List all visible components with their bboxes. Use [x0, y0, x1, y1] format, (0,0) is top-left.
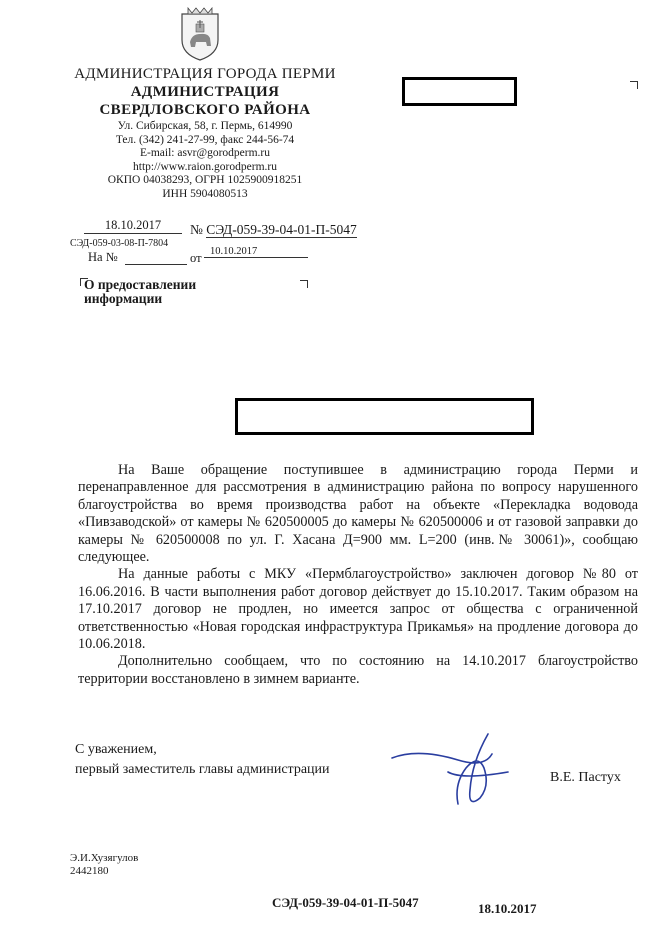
redacted-recipient-top	[402, 77, 517, 106]
signature-block	[75, 740, 330, 780]
handwritten-signature	[388, 728, 518, 825]
redacted-recipient-name	[235, 398, 534, 435]
subject-line-1: О предоставлении	[84, 277, 197, 292]
outgoing-number: СЭД-059-39-04-01-П-5047	[206, 222, 357, 237]
footer-date: 18.10.2017	[478, 901, 537, 916]
letter-body	[78, 462, 638, 688]
paragraph-2: На данные работы с МКУ «Пермблагоустройство» заключен договор №80 от 16.06.2016. В части выполнения работ договор действует до 15.10.2017. Таким образом на 17.10.2017 договор не продлен, но имеется запрос от общества с ограниченной ответственностью «Новая городская инфраструктура Прикамья» на продление договора до 10.06.2018.	[78, 566, 638, 653]
inn-line: ИНН 5904080513	[162, 187, 248, 200]
executor-phone: 2442180	[70, 865, 109, 877]
footer-registration-number: СЭД-059-39-04-01-П-5047	[272, 895, 419, 910]
on-number-underline	[125, 263, 187, 265]
from-label: от	[190, 251, 202, 265]
address-corner-mark	[630, 81, 638, 89]
letter-subject	[84, 278, 196, 306]
phone-line: Тел. (342) 241-27-99, факс 244-56-74	[115, 133, 295, 146]
org-name-admin: АДМИНИСТРАЦИЯ	[130, 84, 280, 100]
outgoing-number-row	[190, 222, 357, 238]
subject-corner-right	[300, 280, 308, 288]
subject-line-2: информации	[84, 291, 163, 306]
executor-name: Э.И.Хузягулов	[70, 852, 139, 864]
incoming-date: 10.10.2017	[204, 246, 308, 258]
contact-block	[50, 120, 360, 201]
organization-header	[50, 66, 360, 119]
on-number-label: На №	[88, 250, 118, 264]
outgoing-date: 18.10.2017	[84, 218, 182, 234]
executor-block	[70, 852, 138, 878]
paragraph-1: На Ваше обращение поступившее в администрацию города Перми и перенаправленное для рассмотрения в администрацию района по вопросу нарушенного благоустройства во время производства работ на объекте «Перекладка водовода «Пивзаводской» от камеры № 620500005 до камеры № 620500006 и от газовой заправки до камеры № 620500008 по ул. Г. Хасана Д=900 мм. L=200 (инв.№ 30061)», сообщаю следующее.	[78, 462, 638, 566]
org-name-district: СВЕРДЛОВСКОГО РАЙОНА	[99, 102, 311, 118]
signer-name: В.Е. Пастух	[550, 770, 621, 785]
org-name-city: АДМИНИСТРАЦИЯ ГОРОДА ПЕРМИ	[74, 66, 336, 82]
signer-position: первый заместитель главы администрации	[75, 762, 330, 777]
number-sign: №	[190, 222, 203, 237]
address-line: Ул. Сибирская, 58, г. Пермь, 614990	[117, 120, 293, 132]
incoming-reference: СЭД-059-03-08-П-7804	[70, 238, 169, 249]
okpo-line: ОКПО 04038293, ОГРН 1025900918251	[107, 174, 303, 186]
email-line: E-mail: asvr@gorodperm.ru	[139, 147, 271, 159]
closing-phrase: С уважением,	[75, 742, 157, 757]
coat-of-arms-icon	[178, 6, 222, 62]
website-line: http://www.raion.gorodperm.ru	[133, 160, 277, 173]
paragraph-3: Дополнительно сообщаем, что по состоянию на 14.10.2017 благоустройство территории восстановлено в зимнем варианте.	[78, 653, 638, 687]
